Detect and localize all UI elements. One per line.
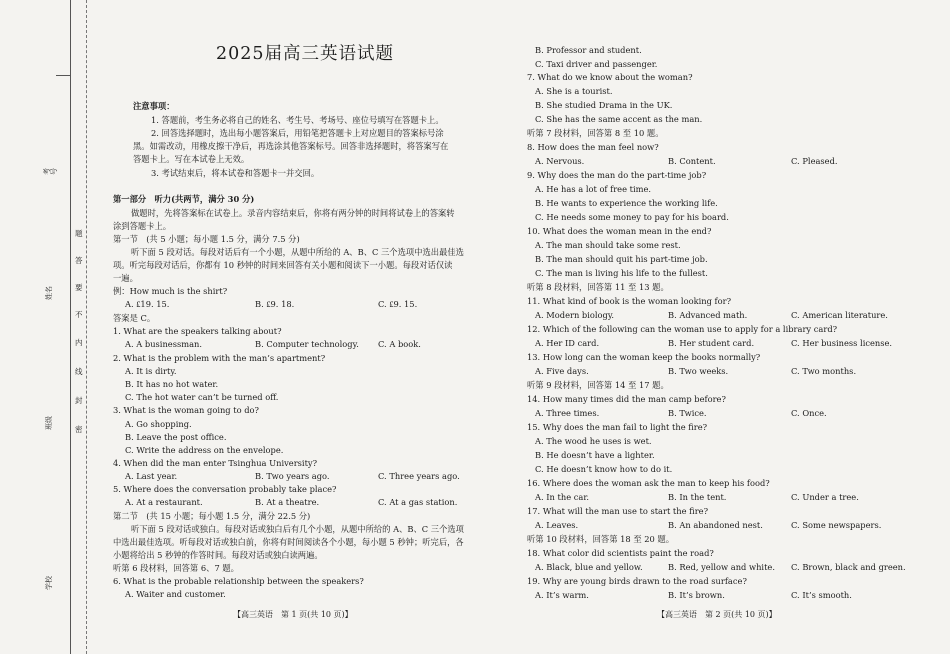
q9-option-c: C. He needs some money to pay for his board.	[535, 212, 729, 222]
example-option-b: B. ₤9. 18.	[255, 299, 295, 309]
seal-dashed-line	[86, 0, 87, 654]
page-1-footer: 【高三英语 第 1 页(共 10 页)】	[233, 610, 353, 619]
page-2-column	[523, 0, 913, 654]
q12-option-b: B. Her student card.	[668, 338, 755, 348]
part1-intro: 涂到答题卡上。	[113, 221, 172, 231]
q15-option-b: B. He doesn’t have a lighter.	[535, 450, 655, 460]
question-3: 3. What is the woman going to do?	[113, 405, 259, 415]
q2-option-a: A. It is dirty.	[125, 366, 177, 376]
q9-option-a: A. He has a lot of free time.	[535, 184, 652, 194]
q13-option-b: B. Two weeks.	[668, 366, 729, 376]
seal-char: 密	[75, 425, 83, 434]
notice-line: 3. 考试结束后，将本试卷和答题卡一并交回。	[151, 168, 320, 178]
q16-option-a: A. In the car.	[535, 492, 590, 502]
q12-option-a: A. Her ID card.	[535, 338, 600, 348]
question-12: 12. Which of the following can the woman use to apply for a library card?	[527, 324, 838, 334]
q18-option-a: A. Black, blue and yellow.	[535, 562, 643, 572]
q15-option-c: C. He doesn’t know how to do it.	[535, 464, 673, 474]
q17-option-c: C. Some newspapers.	[791, 520, 882, 530]
q8-option-c: C. Pleased.	[791, 156, 838, 166]
q8-option-b: B. Content.	[668, 156, 716, 166]
seal-char: 内	[75, 338, 83, 347]
question-1: 1. What are the speakers talking about?	[113, 326, 282, 336]
q5-option-a: A. At a restaurant.	[125, 497, 203, 507]
seal-char: 封	[75, 396, 83, 405]
example-question: 例：How much is the shirt?	[113, 286, 228, 296]
q6-option-a: A. Waiter and customer.	[125, 589, 226, 599]
example-option-c: C. ₤9. 15.	[378, 299, 418, 309]
question-14: 14. How many times did the man camp before?	[527, 394, 726, 404]
q2-option-b: B. It has no hot water.	[125, 379, 219, 389]
seal-char: 线	[75, 367, 83, 376]
question-11: 11. What kind of book is the woman looking for?	[527, 296, 732, 306]
section2-intro: 中选出最佳选项。听每段对话或独白前，你将有时间阅读各个小题，每小题 5 秒钟；听完后，各	[113, 537, 464, 547]
seal-char: 答	[75, 256, 83, 265]
q19-option-b: B. It’s brown.	[668, 590, 725, 600]
q19-option-a: A. It’s warm.	[535, 590, 589, 600]
q3-option-c: C. Write the address on the envelope.	[125, 445, 284, 455]
question-13: 13. How long can the woman keep the books normally?	[527, 352, 761, 362]
q1-option-a: A. A businessman.	[125, 339, 203, 349]
notice-line: 答题卡上。写在本试卷上无效。	[133, 154, 250, 164]
q13-option-a: A. Five days.	[535, 366, 589, 376]
question-9: 9. Why does the man do the part-time job?	[527, 170, 707, 180]
example-option-a: A. ₤19. 15.	[125, 299, 170, 309]
q11-option-a: A. Modern biology.	[535, 310, 615, 320]
material-8-instruction: 听第 8 段材料，回答第 11 至 13 题。	[527, 282, 669, 292]
q7-option-b: B. She studied Drama in the UK.	[535, 100, 673, 110]
question-16: 16. Where does the woman ask the man to keep his food?	[527, 478, 770, 488]
material-7-instruction: 听第 7 段材料，回答第 8 至 10 题。	[527, 128, 664, 138]
q17-option-b: B. An abandoned nest.	[668, 520, 763, 530]
notice-heading: 注意事项：	[133, 101, 175, 111]
notice-line: 2. 回答选择题时，选出每小题答案后，用铅笔把答题卡上对应题目的答案标号涂	[151, 128, 444, 138]
part1-intro: 做题时，先将答案标在试卷上。录音内容结束后，你将有两分钟的时间将试卷上的答案转	[131, 208, 455, 218]
question-6: 6. What is the probable relationship between the speakers?	[113, 576, 364, 586]
q16-option-b: B. In the tent.	[668, 492, 727, 502]
material-9-instruction: 听第 9 段材料，回答第 14 至 17 题。	[527, 380, 669, 390]
question-17: 17. What will the man use to start the fire?	[527, 506, 709, 516]
q1-option-c: C. A book.	[378, 339, 421, 349]
q7-option-a: A. She is a tourist.	[535, 86, 613, 96]
example-answer: 答案是 C。	[113, 313, 156, 323]
notice-line: 黑。如需改动，用橡皮擦干净后，再选涂其他答案标号。回答非选择题时，将答案写在	[133, 141, 449, 151]
q14-option-a: A. Three times.	[535, 408, 600, 418]
material-6-instruction: 听第 6 段材料，回答第 6、7 题。	[113, 563, 239, 573]
q3-option-b: B. Leave the post office.	[125, 432, 227, 442]
q4-option-a: A. Last year.	[125, 471, 178, 481]
material-10-instruction: 听第 10 段材料，回答第 18 至 20 题。	[527, 534, 675, 544]
q4-option-c: C. Three years ago.	[378, 471, 460, 481]
q5-option-b: B. At a theatre.	[255, 497, 320, 507]
question-8: 8. How does the man feel now?	[527, 142, 659, 152]
section2-intro: 听下面 5 段对话或独白。每段对话或独白后有几个小题，从题中所给的 A、B、C 三个选项	[131, 524, 464, 534]
q18-option-b: B. Red, yellow and white.	[668, 562, 775, 572]
page-2-footer: 【高三英语 第 2 页(共 10 页)】	[657, 610, 777, 619]
q14-option-b: B. Twice.	[668, 408, 707, 418]
q4-option-b: B. Two years ago.	[255, 471, 330, 481]
q19-option-c: C. It’s smooth.	[791, 590, 852, 600]
q6-option-b: B. Professor and student.	[535, 45, 642, 55]
q18-option-c: C. Brown, black and green.	[791, 562, 906, 572]
part1-heading: 第一部分 听力(共两节，满分 30 分)	[113, 194, 255, 204]
q6-option-c: C. Taxi driver and passenger.	[535, 59, 658, 69]
q11-option-b: B. Advanced math.	[668, 310, 748, 320]
q13-option-c: C. Two months.	[791, 366, 857, 376]
q3-option-a: A. Go shopping.	[125, 419, 192, 429]
section1-heading: 第一节 (共 5 小题；每小题 1.5 分，满分 7.5 分)	[113, 234, 300, 244]
q2-option-c: C. The hot water can’t be turned off.	[125, 392, 279, 402]
question-4: 4. When did the man enter Tsinghua University?	[113, 458, 318, 468]
binding-margin	[0, 0, 88, 654]
q16-option-c: C. Under a tree.	[791, 492, 859, 502]
school-label: 学校	[45, 576, 53, 590]
q10-option-b: B. The man should quit his part-time job.	[535, 254, 708, 264]
question-15: 15. Why does the man fail to light the fire?	[527, 422, 708, 432]
q8-option-a: A. Nervous.	[535, 156, 585, 166]
exam-title: 2025届高三英语试题	[216, 44, 395, 64]
q11-option-c: C. American literature.	[791, 310, 888, 320]
section1-intro: 项。听完每段对话后，你都有 10 秒钟的时间来回答有关小题和阅读下一小题。每段对话仅读	[113, 260, 453, 270]
section1-intro: 听下面 5 段对话。每段对话后有一个小题，从题中所给的 A、B、C 三个选项中选出最佳选	[131, 247, 464, 257]
seal-char: 不	[75, 310, 83, 319]
q17-option-a: A. Leaves.	[535, 520, 579, 530]
exam-no-label: 考号	[43, 168, 58, 175]
q1-option-b: B. Computer technology.	[255, 339, 359, 349]
question-2: 2. What is the problem with the man’s apartment?	[113, 353, 326, 363]
class-label: 班级	[45, 416, 53, 430]
q12-option-c: C. Her business license.	[791, 338, 893, 348]
q10-option-c: C. The man is living his life to the fullest.	[535, 268, 708, 278]
seal-char: 题	[75, 229, 83, 238]
page-1-column	[113, 0, 491, 654]
name-label: 姓名	[45, 286, 53, 300]
notice-line: 1. 答题前，考生务必将自己的姓名、考生号、考场号、座位号填写在答题卡上。	[151, 115, 444, 125]
question-7: 7. What do we know about the woman?	[527, 72, 693, 82]
q10-option-a: A. The man should take some rest.	[535, 240, 681, 250]
q14-option-c: C. Once.	[791, 408, 827, 418]
question-18: 18. What color did scientists paint the road?	[527, 548, 714, 558]
question-10: 10. What does the woman mean in the end?	[527, 226, 712, 236]
seal-char: 要	[75, 283, 83, 292]
section2-intro: 小题将给出 5 秒钟的作答时间。每段对话或独白读两遍。	[113, 550, 323, 560]
section1-intro: 一遍。	[113, 273, 138, 283]
q5-option-c: C. At a gas station.	[378, 497, 458, 507]
question-19: 19. Why are young birds drawn to the road surface?	[527, 576, 747, 586]
question-5: 5. Where does the conversation probably take place?	[113, 484, 337, 494]
binding-line	[70, 0, 71, 654]
q15-option-a: A. The wood he uses is wet.	[535, 436, 652, 446]
q7-option-c: C. She has the same accent as the man.	[535, 114, 703, 124]
section2-heading: 第二节 (共 15 小题；每小题 1.5 分，满分 22.5 分)	[113, 511, 311, 521]
q9-option-b: B. He wants to experience the working life.	[535, 198, 718, 208]
